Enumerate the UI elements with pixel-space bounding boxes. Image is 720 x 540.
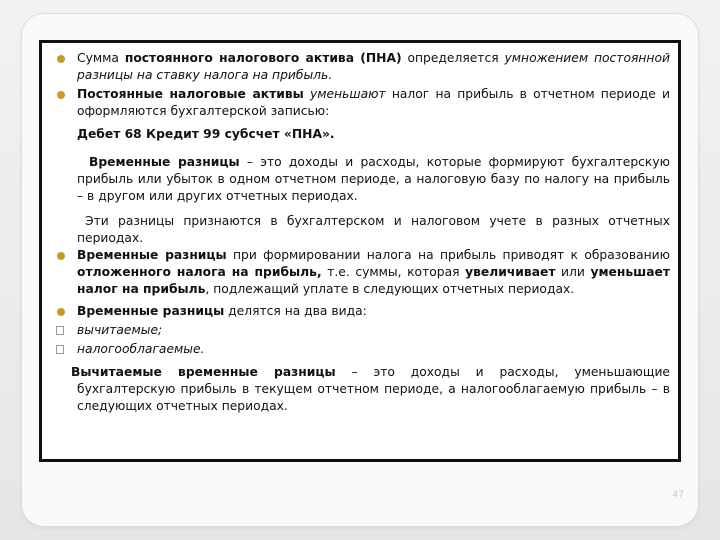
checkbox-bullet-icon xyxy=(56,326,64,335)
text-run: определяется xyxy=(401,51,505,65)
bullet-paragraph-permanent-assets xyxy=(50,86,670,120)
text-run-italic: уменьшают xyxy=(309,87,386,101)
text-run: или xyxy=(555,265,591,279)
text-run: , подлежащий уплате в следующих отчетных периодах. xyxy=(205,282,575,296)
text-run-bold: Вычитаемые временные разницы xyxy=(71,365,336,379)
bullet-dot-icon xyxy=(57,308,65,316)
text-run: налог на прибыль в отчетном периоде и оформляются бухгалтерской записью: xyxy=(77,87,670,118)
text-run: – это доходы и расходы, которые формируют бухгалтерскую прибыль или убыток в одном отчетном периоде, а налоговую базу по налогу на прибыль – в другом или других отчетных периодах. xyxy=(77,155,670,203)
text-run-bold: Временные разницы xyxy=(77,248,227,262)
bullet-dot-icon xyxy=(57,55,65,63)
bullet-paragraph-deferred-tax xyxy=(50,247,670,298)
text-run-italic: умножением постоянной разницы на ставку налога на прибыль. xyxy=(77,51,670,82)
text-run-italic: вычитаемые; xyxy=(77,323,163,337)
text-run: т.е. суммы, которая xyxy=(321,265,466,279)
text-run-bold: увеличивает xyxy=(465,265,556,279)
content-frame xyxy=(39,40,681,462)
accounting-entry xyxy=(50,126,670,143)
text-run: при формировании налога на прибыль приводят к образованию xyxy=(226,248,670,262)
bullet-dot-icon xyxy=(57,252,65,260)
text-run-bold: Дебет 68 Кредит 99 субсчет «ПНА». xyxy=(77,127,335,141)
bullet-dot-icon xyxy=(57,91,65,99)
subitem-taxable xyxy=(50,341,670,358)
subitem-deductible xyxy=(50,322,670,339)
paragraph-temporary-differences-definition xyxy=(50,154,670,205)
text-run-bold: Временные разницы xyxy=(89,155,240,169)
bullet-paragraph-two-types xyxy=(50,303,670,320)
checkbox-bullet-icon xyxy=(56,345,64,354)
bullet-paragraph-pna-amount xyxy=(50,50,670,84)
text-run-italic: налогооблагаемые. xyxy=(77,342,205,356)
text-run-bold: Постоянные налоговые активы xyxy=(77,87,304,101)
text-run-bold: постоянного налогового актива (ПНА) xyxy=(124,51,402,65)
text-run-bold: уменьшает налог на прибыль xyxy=(77,265,670,296)
text-run: – это доходы и расходы, уменьшающие бухгалтерскую прибыль в текущем отчетном периоде, а налогооблагаемую прибыль – в следующих отчетных периодах. xyxy=(77,365,671,413)
text-run-bold: Временные разницы xyxy=(77,304,225,318)
paragraph-deductible-definition xyxy=(50,364,670,415)
text-run: Эти разницы признаются в бухгалтерском и налоговом учете в разных отчетных периодах. xyxy=(77,214,670,245)
text-run: Сумма xyxy=(77,51,125,65)
paragraph-recognition xyxy=(50,213,670,247)
text-run-bold: отложенного налога на прибыль, xyxy=(77,265,322,279)
text-run: делятся на два вида: xyxy=(224,304,367,318)
page-number: 47 xyxy=(672,490,684,500)
